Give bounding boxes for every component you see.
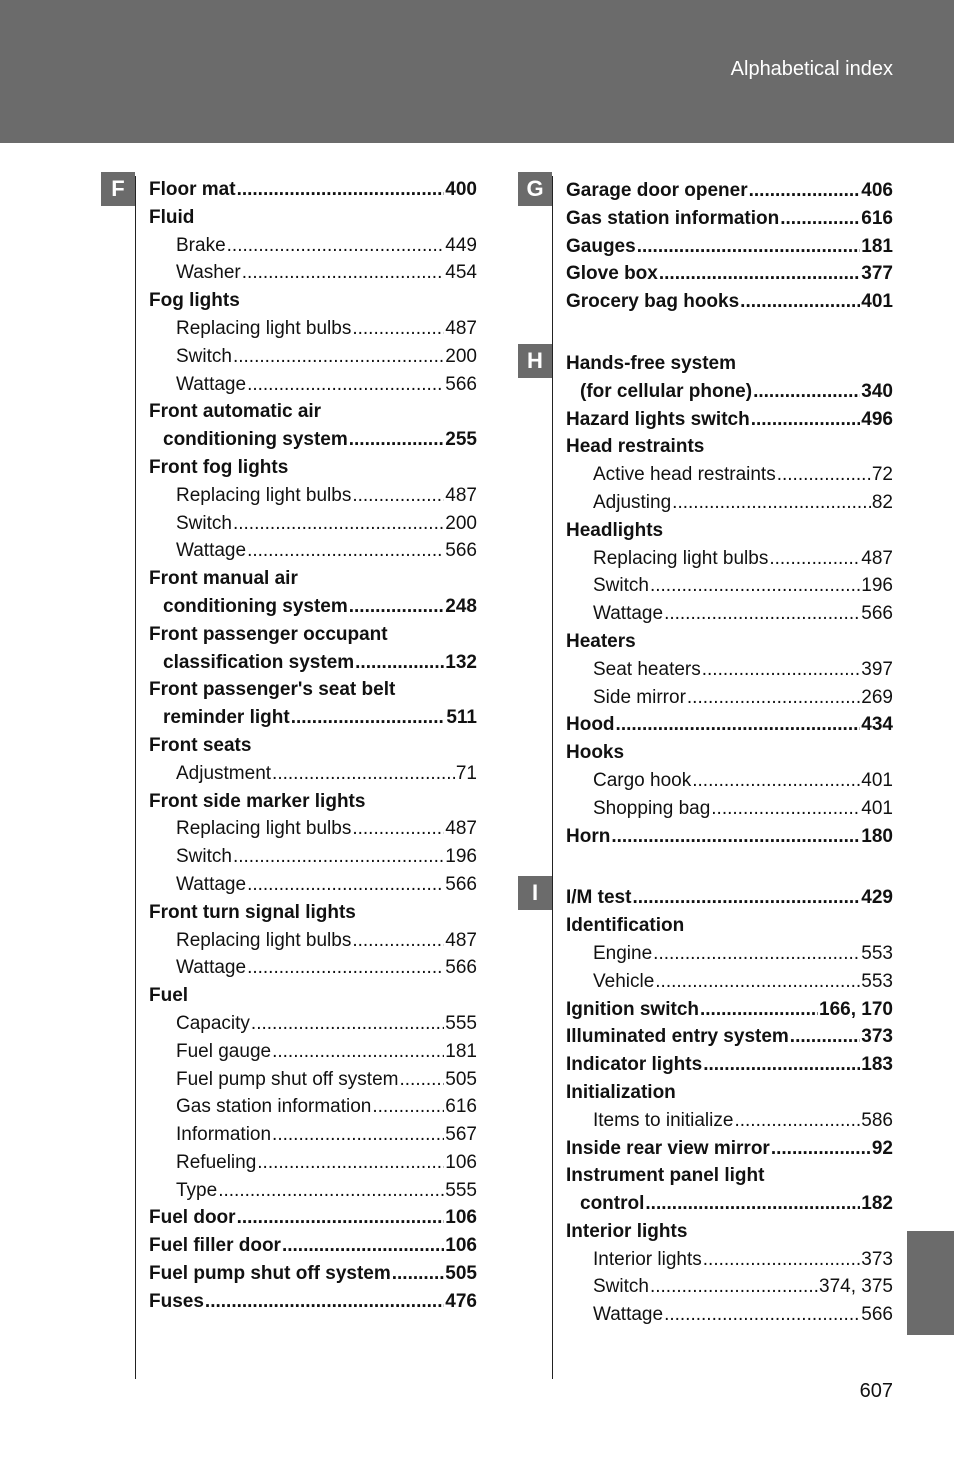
index-entry — [149, 760, 477, 788]
entry-page: 401 — [861, 797, 893, 819]
entry-term: Side mirror — [593, 686, 686, 708]
entry-term: Front automatic air — [149, 401, 322, 423]
entry-page: 269 — [861, 686, 893, 708]
index-entry — [149, 176, 477, 204]
index-entry — [149, 1149, 477, 1177]
entry-term: Fuel gauge — [176, 1040, 272, 1062]
entry-page: 340 — [861, 380, 893, 402]
entry-page: 106 — [445, 1235, 477, 1257]
index-column-left — [149, 176, 477, 1316]
index-entry — [149, 593, 477, 621]
dot-leader — [655, 968, 860, 996]
entry-term: Fluid — [149, 206, 195, 228]
dot-leader — [247, 871, 444, 899]
entry-term: Replacing light bulbs — [176, 818, 352, 840]
page-header — [0, 0, 954, 143]
index-entry — [149, 815, 477, 843]
entry-page: 181 — [861, 235, 893, 257]
index-entry — [566, 545, 893, 573]
index-entry — [566, 1190, 893, 1218]
entry-term: Garage door opener — [566, 180, 748, 201]
entry-term: Horn — [566, 825, 611, 847]
index-entry — [149, 537, 477, 565]
dot-leader — [749, 177, 861, 205]
index-entry — [149, 1177, 477, 1205]
index-entry — [566, 1079, 893, 1107]
entry-term: Information — [176, 1124, 272, 1146]
entry-page: 586 — [861, 1109, 893, 1131]
index-entry — [566, 350, 893, 378]
entry-term: Hood — [566, 714, 615, 736]
dot-leader — [664, 1301, 860, 1329]
index-entry — [566, 461, 893, 489]
entry-term: Replacing light bulbs — [176, 317, 352, 339]
entry-term: Front passenger occupant — [149, 623, 388, 645]
index-entry — [149, 1010, 477, 1038]
entry-term: Wattage — [176, 540, 247, 562]
dot-leader — [233, 343, 444, 371]
dot-leader — [637, 233, 861, 261]
dot-leader — [352, 815, 444, 843]
entry-page: 496 — [861, 408, 893, 430]
index-entry — [149, 1204, 477, 1232]
index-entry — [149, 899, 477, 927]
dot-leader — [664, 600, 860, 628]
dot-leader — [672, 489, 871, 517]
entry-page: 373 — [861, 1248, 893, 1270]
index-entry — [149, 1232, 477, 1260]
entry-term: conditioning system — [163, 429, 348, 451]
dot-leader — [734, 1107, 860, 1135]
entry-term: Front turn signal lights — [149, 901, 356, 923]
entry-page: 487 — [861, 547, 893, 569]
entry-term: Engine — [593, 942, 653, 964]
index-entry — [149, 843, 477, 871]
entry-term: Fuel pump shut off system — [176, 1068, 399, 1090]
entry-page: 555 — [445, 1179, 477, 1201]
dot-leader — [645, 1190, 860, 1218]
dot-leader — [247, 954, 444, 982]
entry-term: Instrument panel light — [566, 1165, 765, 1187]
entry-page: 555 — [445, 1012, 477, 1034]
index-entry — [149, 232, 477, 260]
dot-leader — [650, 1273, 818, 1301]
entry-term: Brake — [176, 234, 226, 256]
dot-leader — [687, 684, 860, 712]
index-entry — [566, 884, 893, 912]
entry-page: 566 — [445, 373, 477, 395]
entry-page: 487 — [445, 484, 477, 506]
index-entry — [149, 315, 477, 343]
index-entry — [566, 1051, 893, 1079]
entry-page: 434 — [861, 714, 893, 736]
entry-term: Inside rear view mirror — [566, 1137, 770, 1159]
index-entry — [149, 788, 477, 816]
entry-term: Wattage — [176, 873, 247, 895]
index-entry — [566, 684, 893, 712]
dot-leader — [751, 406, 861, 434]
entry-term: Fuel pump shut off system — [149, 1263, 391, 1285]
page-number: 607 — [859, 1380, 893, 1402]
dot-leader — [251, 1010, 444, 1038]
dot-leader — [247, 371, 444, 399]
index-entry — [149, 871, 477, 899]
index-entry — [149, 565, 477, 593]
entry-page: 373 — [861, 1026, 893, 1048]
entry-term: Washer — [176, 262, 241, 284]
entry-term: Wattage — [593, 1304, 664, 1326]
index-entry — [566, 433, 893, 461]
entry-term: Capacity — [176, 1012, 250, 1034]
dot-leader — [777, 461, 871, 489]
dot-leader — [659, 260, 860, 288]
dot-leader — [780, 205, 860, 233]
entry-page: 566 — [445, 957, 477, 979]
entry-term: Interior lights — [566, 1220, 688, 1242]
dot-leader — [700, 996, 818, 1024]
entry-term: Headlights — [566, 519, 664, 541]
dot-leader — [352, 315, 444, 343]
entry-term: Type — [176, 1179, 218, 1201]
dot-leader — [349, 593, 445, 621]
entry-term: Adjustment — [176, 762, 272, 784]
entry-term: conditioning system — [163, 595, 348, 617]
left-column-rule — [135, 176, 136, 1379]
entry-page: 72 — [871, 464, 893, 486]
entry-term: Interior lights — [593, 1248, 702, 1270]
index-entry — [149, 927, 477, 955]
index-entry — [566, 260, 893, 288]
index-entry — [566, 517, 893, 545]
header-title: Alphabetical index — [730, 58, 893, 80]
index-entry — [149, 1066, 477, 1094]
entry-term: Switch — [593, 575, 649, 597]
index-entry — [566, 739, 893, 767]
entry-term: Switch — [593, 1276, 649, 1298]
index-entry — [149, 1288, 477, 1316]
entry-term: Wattage — [593, 603, 664, 625]
entry-page: 616 — [861, 207, 893, 229]
entry-page: 487 — [445, 929, 477, 951]
dot-leader — [247, 537, 444, 565]
entry-term: Fuel — [149, 985, 189, 1007]
index-entry — [149, 398, 477, 426]
dot-leader — [349, 426, 445, 454]
entry-page: 511 — [446, 707, 477, 729]
index-entry — [149, 371, 477, 399]
index-entry — [566, 489, 893, 517]
right-column-rule — [552, 176, 553, 1379]
dot-leader — [769, 545, 860, 573]
entry-term: Fuel door — [149, 1207, 236, 1229]
index-entry — [149, 482, 477, 510]
entry-page: 566 — [445, 540, 477, 562]
entry-page: 200 — [445, 512, 477, 534]
index-entry — [566, 1162, 893, 1190]
dot-leader — [227, 232, 445, 260]
index-entry — [566, 940, 893, 968]
entry-term: reminder light — [163, 707, 290, 729]
dot-leader — [711, 795, 860, 823]
entry-term: Fuel filler door — [149, 1235, 281, 1257]
letter-tab-g: G — [518, 172, 552, 206]
index-section-i — [566, 884, 893, 1329]
entry-term: Hooks — [566, 742, 625, 764]
index-entry — [566, 1107, 893, 1135]
entry-page: 71 — [455, 762, 477, 784]
index-entry — [149, 259, 477, 287]
dot-leader — [352, 927, 444, 955]
index-section-h — [566, 350, 893, 850]
dot-leader — [205, 1288, 444, 1316]
index-entry — [566, 572, 893, 600]
index-entry — [566, 912, 893, 940]
index-entry — [149, 510, 477, 538]
entry-page: 182 — [861, 1193, 893, 1215]
entry-term: Cargo hook — [593, 769, 692, 791]
index-entry — [149, 954, 477, 982]
dot-leader — [352, 482, 444, 510]
entry-term: Gas station information — [176, 1096, 372, 1118]
chapter-tab[interactable] — [907, 1231, 954, 1335]
index-entry — [149, 287, 477, 315]
entry-page: 248 — [445, 595, 477, 617]
index-entry — [566, 1218, 893, 1246]
dot-leader — [372, 1093, 444, 1121]
dot-leader — [237, 176, 445, 204]
entry-page: 616 — [445, 1096, 477, 1118]
entry-page: 377 — [861, 263, 893, 285]
entry-term: Seat heaters — [593, 658, 701, 680]
index-entry — [149, 343, 477, 371]
dot-leader — [282, 1232, 444, 1260]
index-entry — [149, 454, 477, 482]
entry-term: Switch — [176, 345, 232, 367]
entry-term: Fog lights — [149, 290, 240, 312]
entry-page: 449 — [445, 234, 477, 256]
entry-term: Vehicle — [593, 970, 655, 992]
entry-term: Front fog lights — [149, 456, 289, 478]
index-entry — [566, 233, 893, 261]
index-entry — [566, 1301, 893, 1329]
index-entry — [566, 1246, 893, 1274]
index-entry — [566, 288, 893, 316]
dot-leader — [753, 378, 860, 406]
dot-leader — [291, 704, 446, 732]
entry-term: Active head restraints — [593, 464, 776, 486]
dot-leader — [632, 884, 860, 912]
dot-leader — [257, 1149, 444, 1177]
entry-term: Illuminated entry system — [566, 1026, 789, 1048]
dot-leader — [392, 1260, 445, 1288]
index-entry — [149, 1121, 477, 1149]
index-entry — [149, 204, 477, 232]
dot-leader — [272, 1038, 444, 1066]
entry-term: I/M test — [566, 887, 632, 909]
dot-leader — [740, 288, 860, 316]
entry-page: 566 — [861, 1304, 893, 1326]
dot-leader — [611, 823, 860, 851]
index-entry — [566, 767, 893, 795]
index-entry — [566, 406, 893, 434]
entry-term: Replacing light bulbs — [593, 547, 769, 569]
entry-term: Shopping bag — [593, 797, 711, 819]
index-entry — [566, 823, 893, 851]
entry-page: 183 — [861, 1054, 893, 1076]
dot-leader — [233, 510, 444, 538]
index-entry — [149, 426, 477, 454]
dot-leader — [790, 1023, 861, 1051]
index-entry — [566, 205, 893, 233]
dot-leader — [272, 1121, 444, 1149]
entry-term: Front side marker lights — [149, 790, 366, 812]
entry-page: 196 — [861, 575, 893, 597]
entry-term: Wattage — [176, 957, 247, 979]
dot-leader — [616, 711, 861, 739]
index-entry — [149, 982, 477, 1010]
dot-leader — [650, 572, 860, 600]
index-entry — [566, 1023, 893, 1051]
index-column-right — [566, 177, 893, 1329]
dot-leader — [399, 1066, 444, 1094]
entry-page: 374, 375 — [819, 1276, 893, 1298]
entry-page: 400 — [445, 179, 477, 200]
index-entry — [566, 968, 893, 996]
index-entry — [566, 628, 893, 656]
entry-term: Heaters — [566, 630, 636, 652]
index-entry — [149, 704, 477, 732]
entry-term: Hands-free system — [566, 352, 737, 374]
entry-term: Grocery bag hooks — [566, 291, 740, 313]
dot-leader — [771, 1135, 871, 1163]
entry-page: 401 — [861, 291, 893, 313]
entry-page: 566 — [861, 603, 893, 625]
entry-term: Indicator lights — [566, 1054, 703, 1076]
entry-term: Refueling — [176, 1151, 257, 1173]
index-entry — [566, 711, 893, 739]
entry-term: Initialization — [566, 1081, 676, 1103]
dot-leader — [703, 1246, 861, 1274]
entry-page: 166, 170 — [819, 998, 893, 1020]
dot-leader — [355, 649, 444, 677]
entry-page: 553 — [861, 942, 893, 964]
entry-term: Front passenger's seat belt — [149, 679, 396, 701]
entry-page: 255 — [445, 429, 477, 451]
index-entry — [566, 1135, 893, 1163]
entry-page: 181 — [445, 1040, 477, 1062]
index-section-g — [566, 177, 893, 316]
section-spacer — [566, 850, 893, 884]
entry-term: Glove box — [566, 263, 658, 285]
index-entry — [566, 656, 893, 684]
entry-term: Hazard lights switch — [566, 408, 750, 430]
letter-tab-h: H — [518, 344, 552, 378]
entry-term: Switch — [176, 846, 232, 868]
entry-page: 429 — [861, 887, 893, 909]
entry-page: 505 — [445, 1068, 477, 1090]
dot-leader — [692, 767, 860, 795]
entry-page: 401 — [861, 769, 893, 791]
entry-page: 180 — [861, 825, 893, 847]
entry-page: 106 — [445, 1151, 477, 1173]
entry-page: 553 — [861, 970, 893, 992]
dot-leader — [218, 1177, 444, 1205]
entry-page: 476 — [445, 1290, 477, 1312]
index-section-f — [149, 176, 477, 1316]
entry-term: Replacing light bulbs — [176, 484, 352, 506]
index-entry — [566, 600, 893, 628]
entry-term: control — [580, 1193, 645, 1215]
entry-page: 406 — [861, 180, 893, 201]
dot-leader — [702, 656, 861, 684]
entry-page: 567 — [445, 1124, 477, 1146]
entry-page: 106 — [445, 1207, 477, 1229]
entry-term: Ignition switch — [566, 998, 699, 1020]
entry-term: Switch — [176, 512, 232, 534]
entry-page: 487 — [445, 818, 477, 840]
entry-term: Floor mat — [149, 179, 236, 200]
entry-term: Wattage — [176, 373, 247, 395]
entry-page: 487 — [445, 317, 477, 339]
index-entry — [566, 795, 893, 823]
index-entry — [149, 649, 477, 677]
entry-page: 566 — [445, 873, 477, 895]
entry-term: (for cellular phone) — [580, 380, 753, 402]
dot-leader — [272, 760, 455, 788]
entry-page: 132 — [445, 651, 477, 673]
entry-page: 82 — [871, 491, 893, 513]
index-entry — [149, 1093, 477, 1121]
index-entry — [149, 1038, 477, 1066]
entry-term: Head restraints — [566, 436, 705, 458]
entry-term: Fuses — [149, 1290, 204, 1312]
dot-leader — [653, 940, 860, 968]
dot-leader — [703, 1051, 860, 1079]
index-entry — [149, 1260, 477, 1288]
index-entry — [149, 732, 477, 760]
entry-term: Adjusting — [593, 491, 672, 513]
index-entry — [149, 621, 477, 649]
entry-term: Front manual air — [149, 568, 298, 590]
index-entry — [566, 996, 893, 1024]
index-entry — [566, 378, 893, 406]
entry-term: Replacing light bulbs — [176, 929, 352, 951]
entry-term: Front seats — [149, 734, 252, 756]
entry-term: Items to initialize — [593, 1109, 734, 1131]
entry-page: 454 — [445, 262, 477, 284]
index-entry — [149, 676, 477, 704]
section-spacer — [566, 316, 893, 350]
entry-page: 196 — [445, 846, 477, 868]
index-entry — [566, 1273, 893, 1301]
entry-page: 397 — [861, 658, 893, 680]
entry-page: 92 — [871, 1137, 893, 1159]
letter-tab-i: I — [518, 876, 552, 910]
dot-leader — [237, 1204, 445, 1232]
dot-leader — [242, 259, 445, 287]
entry-page: 200 — [445, 345, 477, 367]
entry-term: classification system — [163, 651, 355, 673]
dot-leader — [233, 843, 444, 871]
letter-tab-f: F — [101, 172, 135, 206]
entry-page: 505 — [445, 1263, 477, 1285]
entry-term: Gas station information — [566, 207, 780, 229]
entry-term: Gauges — [566, 235, 636, 257]
index-entry — [566, 177, 893, 205]
entry-term: Identification — [566, 915, 685, 937]
